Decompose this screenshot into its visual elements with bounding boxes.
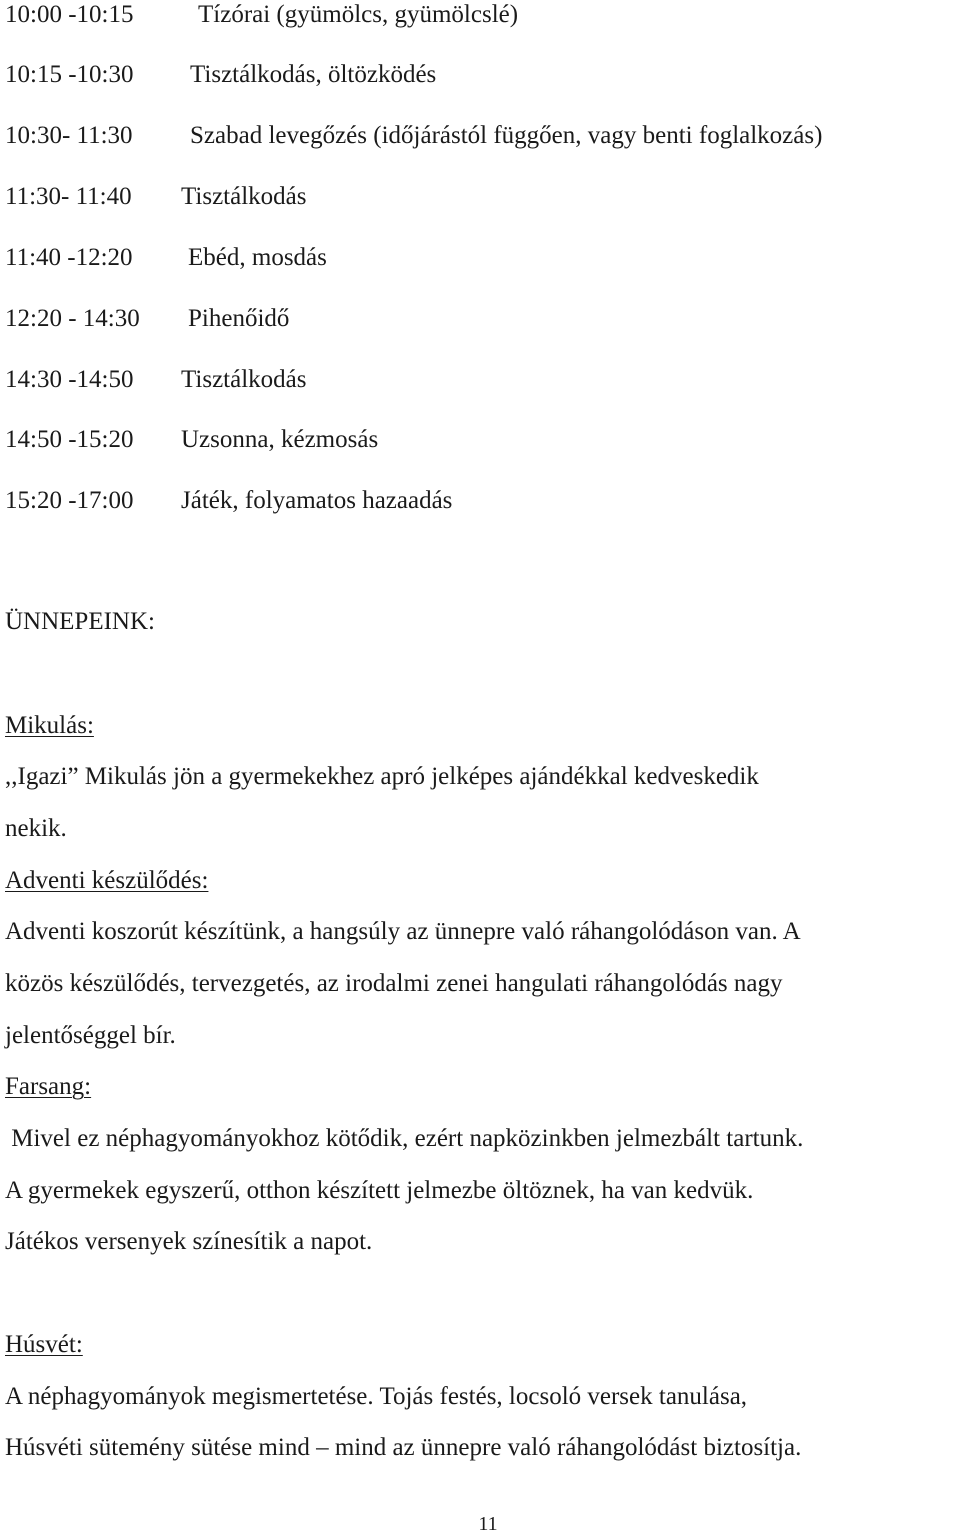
schedule-time: 11:40 -12:20 [5,244,133,271]
paragraph-line: A gyermekek egyszerű, otthon készített jelmezbe öltöznek, ha van kedvük. [5,1177,754,1204]
schedule-row [5,182,306,212]
schedule-time: 11:30- 11:40 [5,183,132,210]
schedule-row [5,304,289,334]
schedule-activity: Játék, folyamatos hazaadás [181,487,453,514]
schedule-row [5,243,327,273]
schedule-activity: Tízórai (gyümölcs, gyümölcslé) [198,1,519,28]
schedule-time: 14:30 -14:50 [5,366,134,393]
schedule-activity: Tisztálkodás [181,366,307,393]
schedule-row [5,365,306,395]
holidays-heading: ÜNNEPEINK: [5,608,155,635]
schedule-activity: Szabad levegőzés (időjárástól függően, vagy benti foglalkozás) [190,122,823,149]
paragraph-line: jelentőséggel bír. [5,1022,176,1049]
schedule-row [5,121,822,151]
paragraph-line: nekik. [5,815,67,842]
page-number: 11 [478,1513,498,1535]
section-title-farsang: Farsang: [5,1073,92,1100]
section-title-advent: Adventi készülődés: [5,867,209,894]
section-title-husvet: Húsvét: [5,1331,83,1358]
paragraph-line: Játékos versenyek színesítik a napot. [5,1228,373,1255]
schedule-activity: Tisztálkodás, öltözködés [190,61,437,88]
schedule-time: 15:20 -17:00 [5,487,134,514]
schedule-activity: Uzsonna, kézmosás [181,426,379,453]
paragraph-line: Adventi koszorút készítünk, a hangsúly az ünnepre való ráhangolódáson van. A [5,918,801,945]
schedule-activity: Tisztálkodás [181,183,307,210]
paragraph-line: ,,Igazi” Mikulás jön a gyermekekhez apró jelképes ajándékkal kedveskedik [5,763,759,790]
schedule-row [5,0,518,30]
schedule-activity: Ebéd, mosdás [188,244,327,271]
paragraph-line: Húsvéti sütemény sütése mind – mind az ünnepre való ráhangolódást biztosítja. [5,1434,802,1461]
schedule-row [5,486,452,516]
schedule-activity: Pihenőidő [188,305,290,332]
schedule-row [5,425,378,455]
paragraph-line: közös készülődés, tervezgetés, az irodalmi zenei hangulati ráhangolódás nagy [5,970,783,997]
paragraph-line: A néphagyományok megismertetése. Tojás festés, locsoló versek tanulása, [5,1383,748,1410]
section-title-mikulas: Mikulás: [5,712,94,739]
paragraph-line: Mivel ez néphagyományokhoz kötődik, ezért napközinkben jelmezbált tartunk. [5,1125,804,1152]
schedule-time: 10:00 -10:15 [5,1,134,28]
schedule-time: 10:15 -10:30 [5,61,134,88]
schedule-time: 12:20 - 14:30 [5,305,140,332]
schedule-time: 14:50 -15:20 [5,426,134,453]
schedule-row [5,60,436,90]
schedule-time: 10:30- 11:30 [5,122,133,149]
